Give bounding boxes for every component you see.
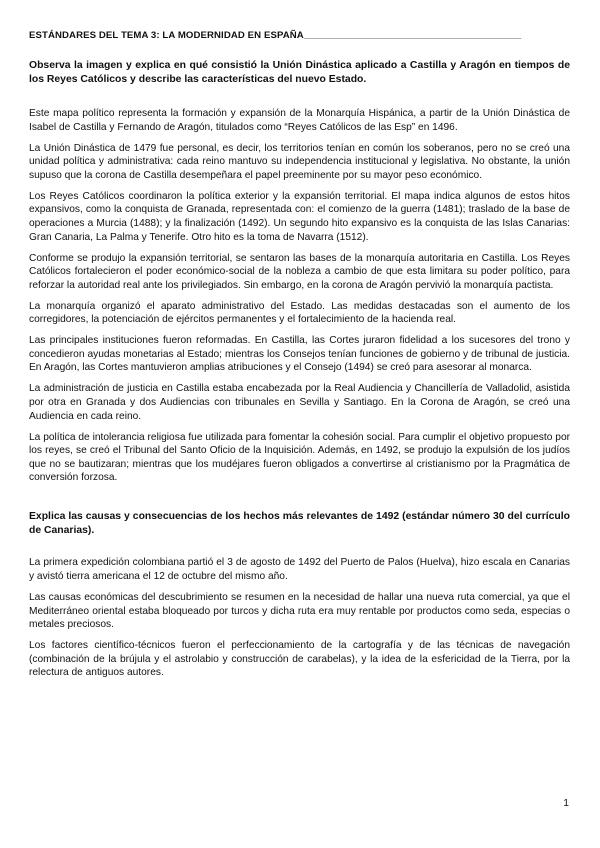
paragraph-first-expedition: La primera expedición colombiana partió el 3 de agosto de 1492 del Puerto de Palos (Huelva), hizo escala en Canarias y avistó tierra americana el 12 de octubre del mismo año. <box>29 557 570 582</box>
paragraph-expansion: Los Reyes Católicos coordinaron la política exterior y la expansión territorial. El mapa indica algunos de estos hitos expansivos, como la conquista de Granada, representada con: el comienzo de la guerra (1481); traslado de la base de operaciones a Murcia (1488); y la finalización (1492). Un segundo hito expansivo es la conquista de las Islas Canarias: Gran Canaria, La Palma y Tenerife. Otro hito es la toma de Navarra (1512). <box>29 190 570 243</box>
paragraph-scientific-factors: Los factores científico-técnicos fueron el perfeccionamiento de la cartografía y de las técnicas de navegación (combinación de la brújula y el astrolabio y construcción de carabelas), y la idea de la esfericidad de la Tierra, por la relectura de antiguos autores. <box>29 640 570 679</box>
paragraph-dynastic-union: La Unión Dinástica de 1479 fue personal, es decir, los territorios tenían en común los soberanos, pero no se creó una unidad política y administrativa: cada reino mantuvo su independencia institucional y legislativa. No obstante, la unión supuso que la corona de Castilla desempeñara el papel preeminente por su mayor peso económico. <box>29 142 570 181</box>
document-title: ESTÁNDARES DEL TEMA 3: LA MODERNIDAD EN ESPAÑA________________________________________ <box>29 30 522 41</box>
paragraph-administration: La monarquía organizó el aparato administrativo del Estado. Las medidas destacadas son el aumento de los corregidores, la potenciación de ejércitos permanentes y el fortalecimiento de la hacienda real. <box>29 300 570 326</box>
paragraph-justice: La administración de justicia en Castilla estaba encabezada por la Real Audiencia y Chancillería de Valladolid, asistida por otra en Granada y dos Audiencias con tribunales en Sevilla y Santiago. En la Corona de Aragón, se creó una Audiencia en cada reino. <box>29 383 570 422</box>
question-2: Explica las causas y consecuencias de los hechos más relevantes de 1492 (estándar número 30 del currículo de Canarias). <box>29 511 570 537</box>
paragraph-map-description: Este mapa político representa la formación y expansión de la Monarquía Hispánica, a partir de la Unión Dinástica de Isabel de Castilla y Fernando de Aragón, titulados como “Reyes Católicos de las Esp” en 1496. <box>29 108 570 133</box>
page-number: 1 <box>563 798 569 809</box>
paragraph-religious-policy: La política de intolerancia religiosa fue utilizada para fomentar la cohesión social. Para cumplir el objetivo propuesto por los reyes, se creó el Tribunal del Santo Oficio de la Inquisición. Además, en 1492, se produjo la expulsión de los judíos que no se bautizaran; mientras que los mudéjares fueron obligados a convertirse al cristianismo por la Pragmática de conversión forzosa. <box>29 431 570 484</box>
question-1: Observa la imagen y explica en qué consistió la Unión Dinástica aplicado a Castilla y Aragón en tiempos de los Reyes Católicos y describe las características del nuevo Estado. <box>29 60 570 85</box>
paragraph-economic-causes: Las causas económicas del descubrimiento se resumen en la necesidad de hallar una nueva ruta comercial, ya que el Mediterráneo oriental estaba bloqueado por turcos y dicha ruta era muy rentable por productos como seda, especias o metales preciosos. <box>29 591 570 631</box>
section-gap <box>29 492 570 510</box>
document-page <box>29 30 570 687</box>
paragraph-authoritarian-monarchy: Conforme se produjo la expansión territorial, se sentaron las bases de la monarquía autoritaria en Castilla. Los Reyes Católicos fortalecieron el poder económico-social de la nobleza a cambio de que esta limitara su poder político, para reforzar la autoridad real ante los privilegiados. Sin embargo, en la corona de Aragón pervivió la monarquía pactista. <box>29 252 570 291</box>
paragraph-institutions: Las principales instituciones fueron reformadas. En Castilla, las Cortes juraron fidelidad a los sucesores del trono y concedieron ayudas monetarias al Estado; mientras los Consejos tenían funciones de gobierno y de tribunal de justicia. En Aragón, las Cortes mantuvieron amplias atribuciones y el Consejo (1494) se creó para asesorar al monarca. <box>29 335 570 374</box>
